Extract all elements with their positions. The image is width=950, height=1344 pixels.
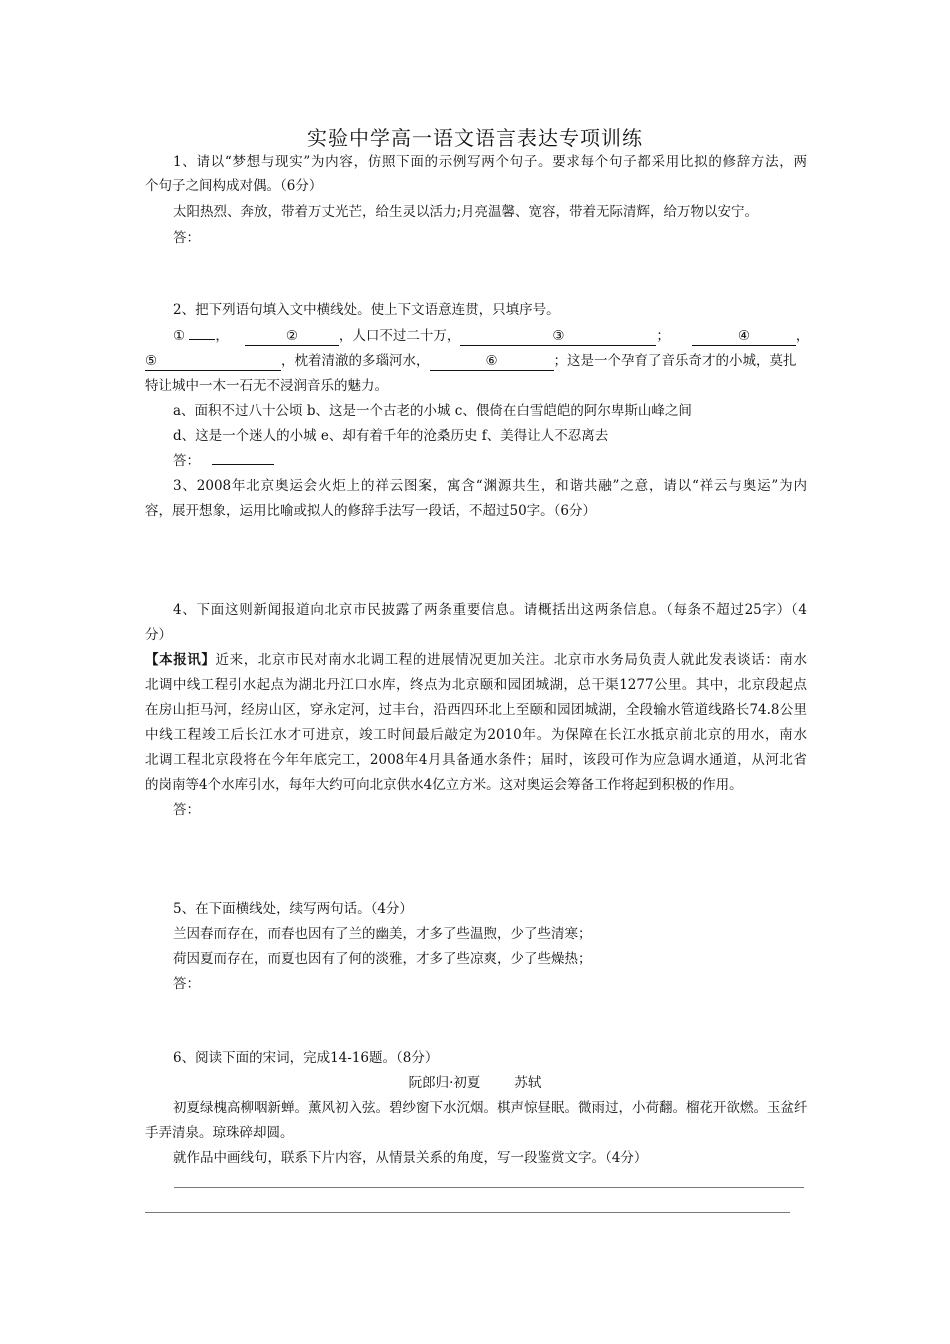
q4-news-line-2: 北调中线工程引水起点为湖北丹江口水库，终点为北京颐和园团城湖，总干渠1277公里。其中，北京段起点 [145,677,807,693]
q4-answer-label: 答： [173,802,200,818]
q2-text-semicolon: ； [656,328,670,344]
q4-line-2: 分） [145,627,172,643]
q5-sentence-2: 荷因夏而存在，而夏也因有了何的淡雅，才多了些凉爽，少了些燥热； [173,951,592,967]
q4-news-tag: 【本报讯】 [145,652,216,668]
q2-blank-line-2 [145,349,807,373]
q5-answer-label: 答： [173,976,200,992]
q3-line-2: 容，展开想象，运用比喻或拟人的修辞手法写一段话，不超过50字。（6分） [145,503,597,519]
q2-blank-4[interactable]: ④ [692,328,796,346]
q6-prompt: 6、阅读下面的宋词，完成14-16题。（8分） [173,1050,439,1066]
q1-example: 太阳热烈、奔放，带着万丈光芒，给生灵以活力;月亮温馨、宽容，带着无际清辉，给万物以安宁。 [173,204,759,220]
q6-poem-heading [0,1071,950,1095]
q2-blank-2[interactable]: ② [245,328,339,346]
q2-answer-label: 答： [173,453,200,469]
q2-text-danube: ，枕着清澈的多瑙河水， [281,353,430,369]
q4-line-1: 4、下面这则新闻报道向北京市民披露了两条重要信息。请概括出这两条信息。（每条不超过25字）（4 [173,602,807,618]
q1-line-2: 个句子之间构成对偶。（6分） [145,178,323,194]
q3-line-1: 3、2008年北京奥运会火炬上的祥云图案，寓含“渊源共生，和谐共融”之意，请以“祥云与奥运”为内 [173,478,807,494]
q2-text-comma-2: ， [795,328,810,344]
q4-news-line-6: 的岗南等4个水库引水，每年大约可向北京供水4亿立方米。这对奥运会筹备工作将起到积极的作用。 [145,777,743,793]
q2-blank-1-label: ① [173,328,186,344]
page-title: 实验中学高一语文语言表达专项训练 [307,126,643,150]
q2-text-comma: ， [215,328,229,344]
q4-news-text-1: 近来，北京市民对南水北调工程的进展情况更加关注。北京市水务局负责人就此发表谈话：南水 [215,652,808,668]
q1-answer-label: 答： [173,230,200,246]
q4-news-line-1 [145,648,807,672]
q6-answer-line-1[interactable] [174,1187,804,1188]
q2-blank-1[interactable] [189,339,215,340]
q2-options-1: a、面积不过八十公顷 b、这是一个古老的小城 c、偎倚在白雪皑皑的阿尔卑斯山峰之间 [173,403,692,419]
q1-line-1: 1、请以“梦想与现实”为内容，仿照下面的示例写两个句子。要求每个句子都采用比拟的修辞方法，两 [173,154,807,170]
q2-answer-blank[interactable] [212,464,274,465]
q2-options-2: d、这是一个迷人的小城 e、却有着千年的沧桑历史 f、美得让人不忍离去 [173,428,609,444]
q2-blank-5[interactable]: ⑤ [145,353,281,371]
q4-news-line-5: 北调工程北京段将在今年年底完工，2008年4月具备通水条件；届时，该段可作为应急调水通道，从河北省 [145,752,807,768]
q5-sentence-1: 兰因春而存在，而春也因有了兰的幽美，才多了些温煦，少了些清寒； [173,926,592,942]
q4-news-line-3: 在房山拒马河，经房山区，穿永定河，过丰台，沿西四环北上至颐和园团城湖，全段输水管道线路长74.8公里 [145,702,807,718]
q6-poem-title: 阮郎归·初夏 [408,1075,481,1091]
q5-prompt: 5、在下面横线处，续写两句话。（4分） [173,901,413,917]
q4-news-line-4: 中线工程竣工后长江水才可进京，竣工时间最后敲定为2010年。为保障在长江水抵京前北京的用水，南水 [145,727,807,743]
q2-blank-line-1 [173,324,810,348]
q6-task: 就作品中画线句，联系下片内容，从情景关系的角度，写一段鉴赏文字。（4分） [173,1150,648,1166]
q2-line-3: 特让城中一木一石无不浸润音乐的魅力。 [145,378,388,394]
q6-answer-line-2[interactable] [145,1212,790,1213]
q6-poem-author: 苏轼 [514,1075,542,1091]
q2-text-rest: ；这是一个孕育了音乐奇才的小城，莫扎 [553,353,797,369]
q6-poem-line-2: 手弄清泉。琼珠碎却圆。 [145,1125,294,1141]
q2-prompt: 2、把下列语句填入文中横线处。使上下文语意连贯，只填序号。 [173,302,560,318]
q2-blank-6[interactable]: ⑥ [430,353,554,371]
q2-blank-3[interactable]: ③ [460,328,656,346]
q2-text-population: ，人口不过二十万， [338,328,461,344]
q2-answer-row [173,449,807,473]
q6-poem-line-1: 初夏绿槐高柳咽新蝉。薰风初入弦。碧纱窗下水沉烟。棋声惊昼眠。微雨过，小荷翻。榴花开欲燃。玉盆纤 [173,1100,808,1116]
